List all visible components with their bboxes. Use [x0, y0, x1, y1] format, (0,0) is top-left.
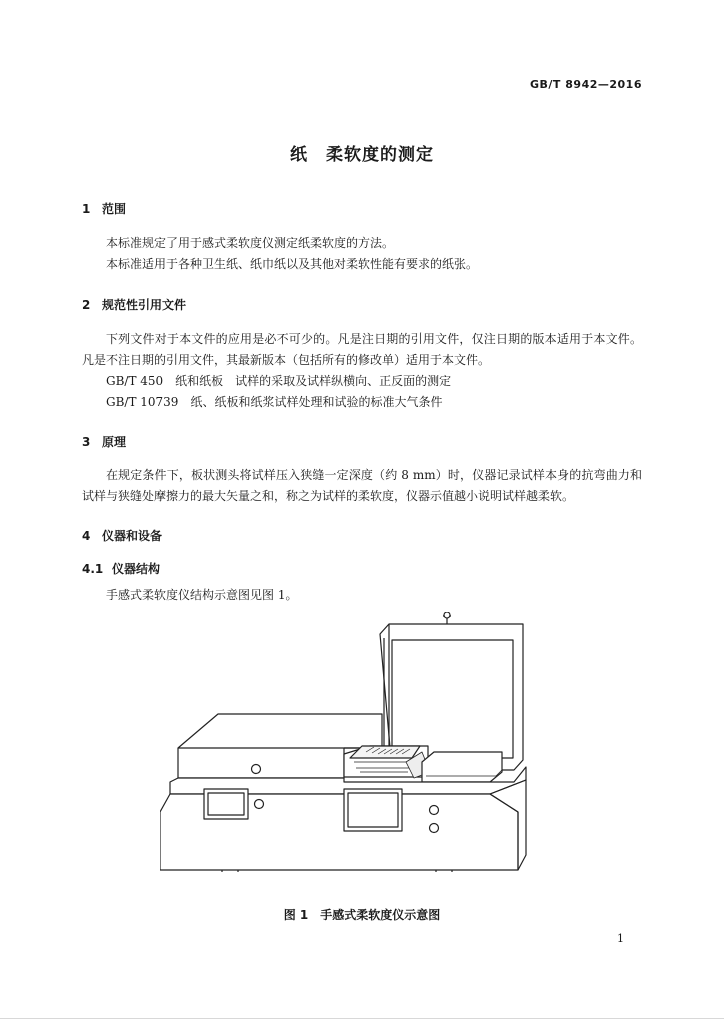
- section-title: 范围: [102, 202, 127, 216]
- section-number: 1: [82, 202, 91, 216]
- scope-paragraph-2: 本标准适用于各种卫生纸、纸巾纸以及其他对柔软性能有要求的纸张。: [106, 257, 479, 271]
- section-number: 3: [82, 435, 91, 449]
- figure-caption: 图 1 手感式柔软度仪示意图: [283, 908, 441, 922]
- section-number: 4: [82, 529, 91, 543]
- section-title: 仪器结构: [112, 562, 161, 576]
- section-title: 规范性引用文件: [102, 298, 187, 312]
- section-4-1-heading: [82, 560, 160, 577]
- section-2-heading: [82, 296, 186, 313]
- upper-body-top: [178, 714, 382, 748]
- principle-paragraph: 在规定条件下，板状测头将试样压入狭缝一定深度（约 8 mm）时，仪器记录试样本身的抗弯曲力和试样与狭缝处摩擦力的最大矢量之和，称之为试样的柔软度，仪器示值越小说明试样越柔软。: [82, 468, 642, 503]
- standard-code: GB/T 8942—2016: [530, 78, 642, 91]
- section-4-heading: [82, 527, 162, 544]
- section-1-heading: [82, 200, 126, 217]
- structure-paragraph: 手感式柔软度仪结构示意图见图 1。: [106, 588, 298, 602]
- section-3-heading: [82, 433, 126, 450]
- softness-tester-figure: [160, 612, 540, 872]
- left-display-screen: [208, 793, 244, 815]
- section-title: 原理: [102, 435, 127, 449]
- section-number: 4.1: [82, 562, 104, 576]
- lid-knob-cap: [444, 612, 450, 618]
- page-bottom-divider: [0, 1018, 724, 1019]
- page-number: 1: [617, 932, 624, 945]
- upper-indicator: [252, 765, 261, 774]
- sample-plate: [422, 752, 502, 782]
- reference-gbt-450: GB/T 450 纸和纸板 试样的采取及试样纵横向、正反面的测定: [106, 374, 452, 388]
- section-number: 2: [82, 298, 91, 312]
- normative-paragraph: 下列文件对于本文件的应用是必不可少的。凡是注日期的引用文件，仅注日期的版本适用于本文件。凡是不注日期的引用文件，其最新版本（包括所有的修改单）适用于本文件。: [82, 332, 642, 367]
- section-title: 仪器和设备: [102, 529, 163, 543]
- scope-paragraph-1: 本标准规定了用于感式柔软度仪测定纸柔软度的方法。: [106, 236, 395, 250]
- reference-gbt-10739: GB/T 10739 纸、纸板和纸浆试样处理和试验的标准大气条件: [106, 395, 443, 409]
- right-display-screen: [348, 793, 398, 827]
- document-title: 纸 柔软度的测定: [290, 145, 434, 165]
